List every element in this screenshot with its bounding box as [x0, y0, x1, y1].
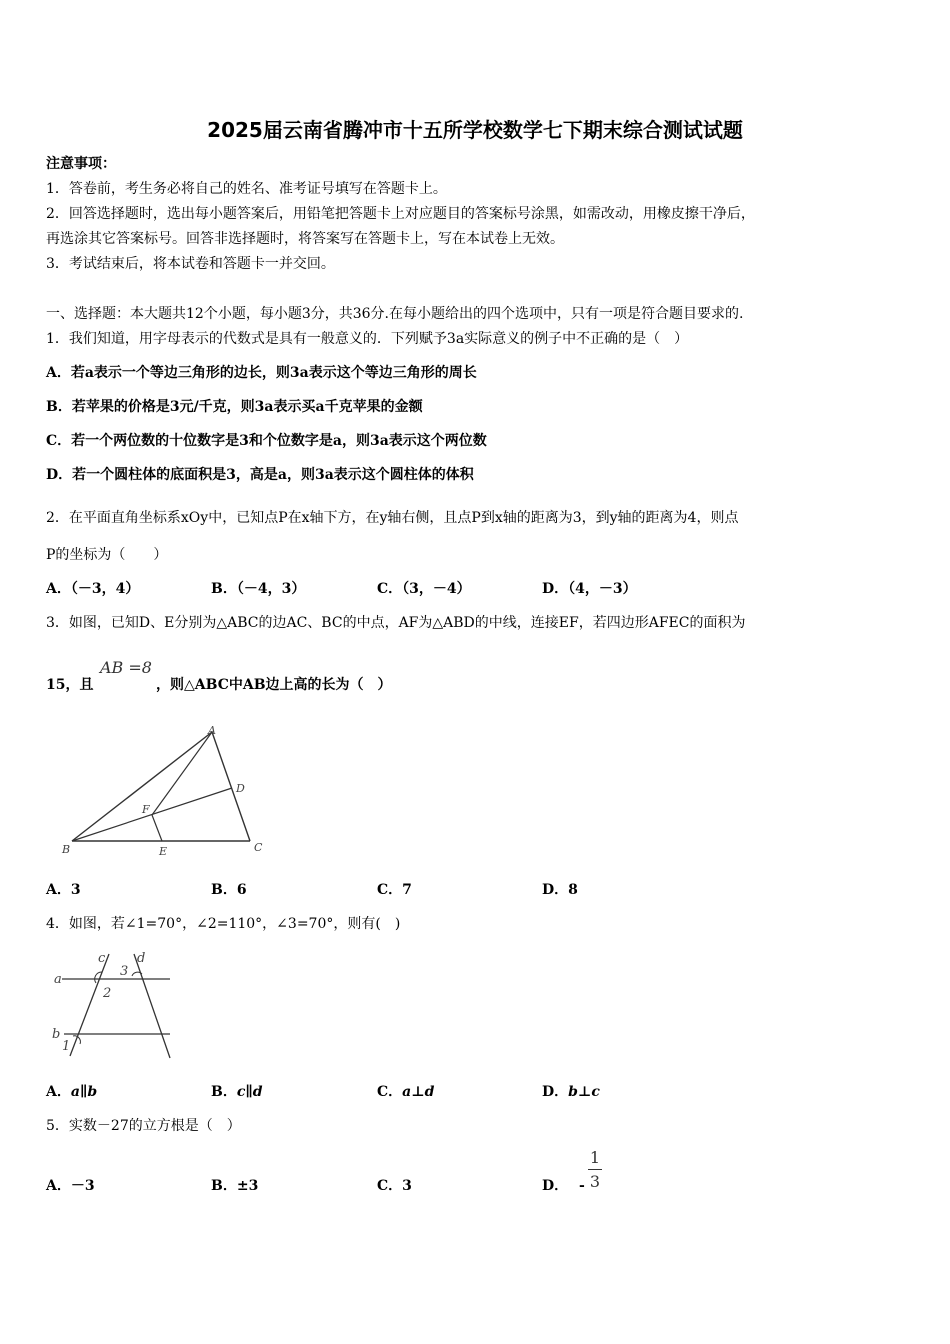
notice-item: 2．回答选择题时，选出每小题答案后，用铅笔把答题卡上对应题目的答案标号涂黑，如需改动，用橡皮擦干净后， — [46, 206, 755, 222]
q1-option-d: D．若一个圆柱体的底面积是3，高是a，则3a表示这个圆柱体的体积 — [46, 467, 474, 483]
q5-stem: 5．实数－27的立方根是（ ） — [46, 1118, 241, 1134]
q4-option-c — [377, 1081, 434, 1101]
q1-stem: 1．我们知道，用字母表示的代数式是具有一般意义的．下列赋予3a实际意义的例子中不正确的是（ ） — [46, 331, 689, 347]
q5-option-b: B．±3 — [211, 1178, 259, 1194]
q4-stem: 4．如图，若∠1=70°，∠2=110°，∠3=70°，则有( ) — [46, 916, 401, 932]
q2-option-d: D．（4，－3） — [542, 581, 637, 597]
option-value: a∥b — [70, 1084, 98, 1100]
q1-option-b: B．若苹果的价格是3元/千克，则3a表示买a千克苹果的金额 — [46, 399, 423, 415]
option-value: a⊥d — [402, 1084, 435, 1100]
q3-option-a: A．3 — [46, 882, 81, 898]
triangle-figure — [58, 722, 268, 862]
q3-option-d: D．8 — [542, 882, 578, 898]
negative-sign: - — [579, 1178, 585, 1194]
q2-option-c: C．（3，－4） — [377, 581, 471, 597]
q1-option-c: C．若一个两位数的十位数字是3和个位数字是a，则3a表示这个两位数 — [46, 433, 487, 449]
notice-heading: 注意事项： — [46, 156, 116, 172]
q2-option-b: B．（－4，3） — [211, 581, 306, 597]
label-b: B — [62, 843, 71, 856]
notice-item: 1．答卷前，考生务必将自己的姓名、准考证号填写在答题卡上。 — [46, 181, 447, 197]
q3-stem-prefix: 15，且 — [46, 677, 94, 693]
option-label: D． — [542, 1178, 569, 1194]
label-e: E — [159, 845, 168, 858]
q2-option-a: A．（－3，4） — [46, 581, 140, 597]
option-value: b⊥c — [568, 1084, 600, 1100]
q3-math-ab: AB =8 — [100, 658, 152, 677]
page-title: 2025届云南省腾冲市十五所学校数学七下期末综合测试试题 — [207, 118, 743, 142]
option-label: D． — [542, 1084, 569, 1100]
label-a: A — [208, 724, 216, 737]
label-line-c: c — [98, 951, 106, 966]
option-label: A． — [46, 1084, 71, 1100]
q4-option-b — [211, 1081, 263, 1101]
q3-option-b: B．6 — [211, 882, 247, 898]
label-line-b: b — [52, 1027, 61, 1042]
q1-option-a: A．若a表示一个等边三角形的边长，则3a表示这个等边三角形的周长 — [46, 365, 477, 381]
label-f: F — [142, 803, 150, 816]
q4-option-a — [46, 1081, 97, 1101]
option-value: c∥d — [236, 1084, 263, 1100]
label-c: C — [254, 841, 263, 854]
label-line-d: d — [137, 951, 146, 966]
notice-item: 再选涂其它答案标号。回答非选择题时，将答案写在答题卡上，写在本试卷上无效。 — [46, 231, 564, 247]
q4-option-d — [542, 1081, 600, 1101]
label-angle-3: 3 — [120, 964, 129, 979]
label-d: D — [236, 782, 245, 795]
fraction-bar — [588, 1169, 602, 1170]
label-angle-1: 1 — [62, 1039, 71, 1054]
q3-stem-suffix: ，则△ABC中AB边上高的长为（ ） — [156, 677, 392, 693]
option-label: C． — [377, 1084, 403, 1100]
label-line-a: a — [54, 972, 62, 987]
q2-stem-cont: P的坐标为（ ） — [46, 547, 168, 563]
fraction-numerator: 1 — [589, 1148, 601, 1167]
q5-option-c: C．3 — [377, 1178, 412, 1194]
q3-stem: 3．如图，已知D、E分别为△ABC的边AC、BC的中点，AF为△ABD的中线，连接EF，若四边形AFEC的面积为 — [46, 615, 746, 631]
q3-option-c: C．7 — [377, 882, 412, 898]
label-angle-2: 2 — [103, 986, 112, 1001]
q5-option-a: A．－3 — [46, 1178, 95, 1194]
fraction-one-third — [588, 1148, 602, 1191]
notice-item: 3．考试结束后，将本试卷和答题卡一并交回。 — [46, 256, 335, 272]
q5-option-d — [542, 1175, 585, 1195]
fraction-denominator: 3 — [589, 1172, 601, 1191]
section-heading: 一、选择题：本大题共12个小题，每小题3分，共36分.在每小题给出的四个选项中，只有一项是符合题目要求的. — [46, 306, 744, 322]
option-label: B． — [211, 1084, 237, 1100]
parallel-lines-figure — [46, 946, 176, 1064]
q2-stem: 2．在平面直角坐标系xOy中，已知点P在x轴下方，在y轴右侧，且点P到x轴的距离为3，到y轴的距离为4，则点 — [46, 510, 739, 526]
